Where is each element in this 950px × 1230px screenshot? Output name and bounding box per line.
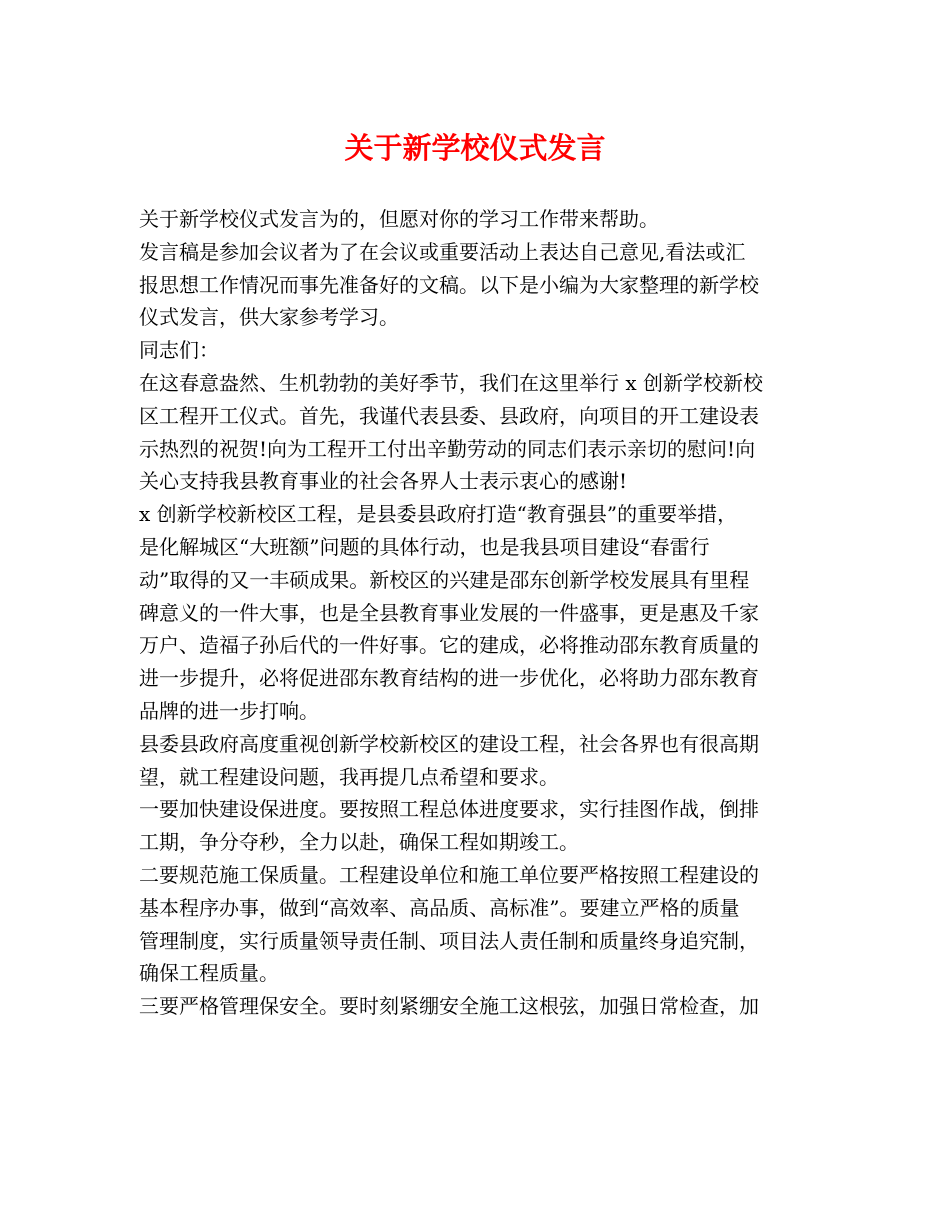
text-line: 在这春意盎然、生机勃勃的美好季节，我们在这里举行 x 创新学校新校 [139,370,763,395]
text-line: 是化解城区“大班额”问题的具体行动，也是我县项目建设“春雷行 [139,534,710,559]
text-line: 二要规范施工保质量。工程建设单位和施工单位要严格按照工程建设的 [139,862,759,887]
text-line: 三要严格管理保安全。要时刻紧绷安全施工这根弦，加强日常检查，加 [139,994,759,1019]
text-line: 万户、造福子孙后代的一件好事。它的建成，必将推动邵东教育质量的 [139,633,759,658]
paragraph-intro [139,203,815,236]
text-line: 发言稿是参加会议者为了在会议或重要活动上表达自己意见,看法或汇 [139,239,746,264]
text-line: 工期，争分夺秒，全力以赴，确保工程如期竣工。 [139,830,579,855]
paragraph-opening [139,367,815,498]
text-line: 同志们： [139,338,219,363]
document-body [139,203,815,1023]
text-line: 仪式发言，供大家参考学习。 [139,305,399,330]
text-line: 碑意义的一件大事，也是全县教育事业发展的一件盛事，更是惠及千家 [139,600,759,625]
paragraph-salutation [139,334,815,367]
text-line: 确保工程质量。 [139,961,279,986]
paragraph-significance [139,498,815,728]
text-line: x 创新学校新校区工程，是县委县政府打造“教育强县”的重要举措， [139,502,738,527]
paragraph-requirement-progress [139,793,815,859]
text-line: 进一步提升，必将促进邵东教育结构的进一步优化，必将助力邵东教育 [139,666,759,691]
paragraph-requirement-safety [139,990,815,1023]
text-line: 品牌的进一步打响。 [139,698,319,723]
paragraph-definition [139,236,815,334]
document-title: 关于新学校仪式发言 [344,131,606,165]
text-line: 一要加快建设保进度。要按照工程总体进度要求，实行挂图作战，倒排 [139,797,759,822]
text-line: 基本程序办事，做到“高效率、高品质、高标准”。要建立严格的质量 [139,895,740,920]
text-line: 区工程开工仪式。首先，我谨代表县委、县政府，向项目的开工建设表 [139,403,759,428]
text-line: 管理制度，实行质量领导责任制、项目法人责任制和质量终身追究制， [139,928,759,953]
text-line: 报思想工作情况而事先准备好的文稿。以下是小编为大家整理的新学校 [139,272,759,297]
text-line: 动”取得的又一丰硕成果。新校区的兴建是邵东创新学校发展具有里程 [139,567,750,592]
text-line: 关于新学校仪式发言为的，但愿对你的学习工作带来帮助。 [139,207,659,231]
paragraph-requirement-quality [139,859,815,990]
paragraph-expectations [139,728,815,794]
text-line: 关心支持我县教育事业的社会各界人士表示衷心的感谢! [139,469,628,494]
text-line: 示热烈的祝贺!向为工程开工付出辛勤劳动的同志们表示亲切的慰问!向 [139,436,756,461]
text-line: 县委县政府高度重视创新学校新校区的建设工程，社会各界也有很高期 [139,731,759,756]
text-line: 望，就工程建设问题，我再提几点希望和要求。 [139,764,559,789]
